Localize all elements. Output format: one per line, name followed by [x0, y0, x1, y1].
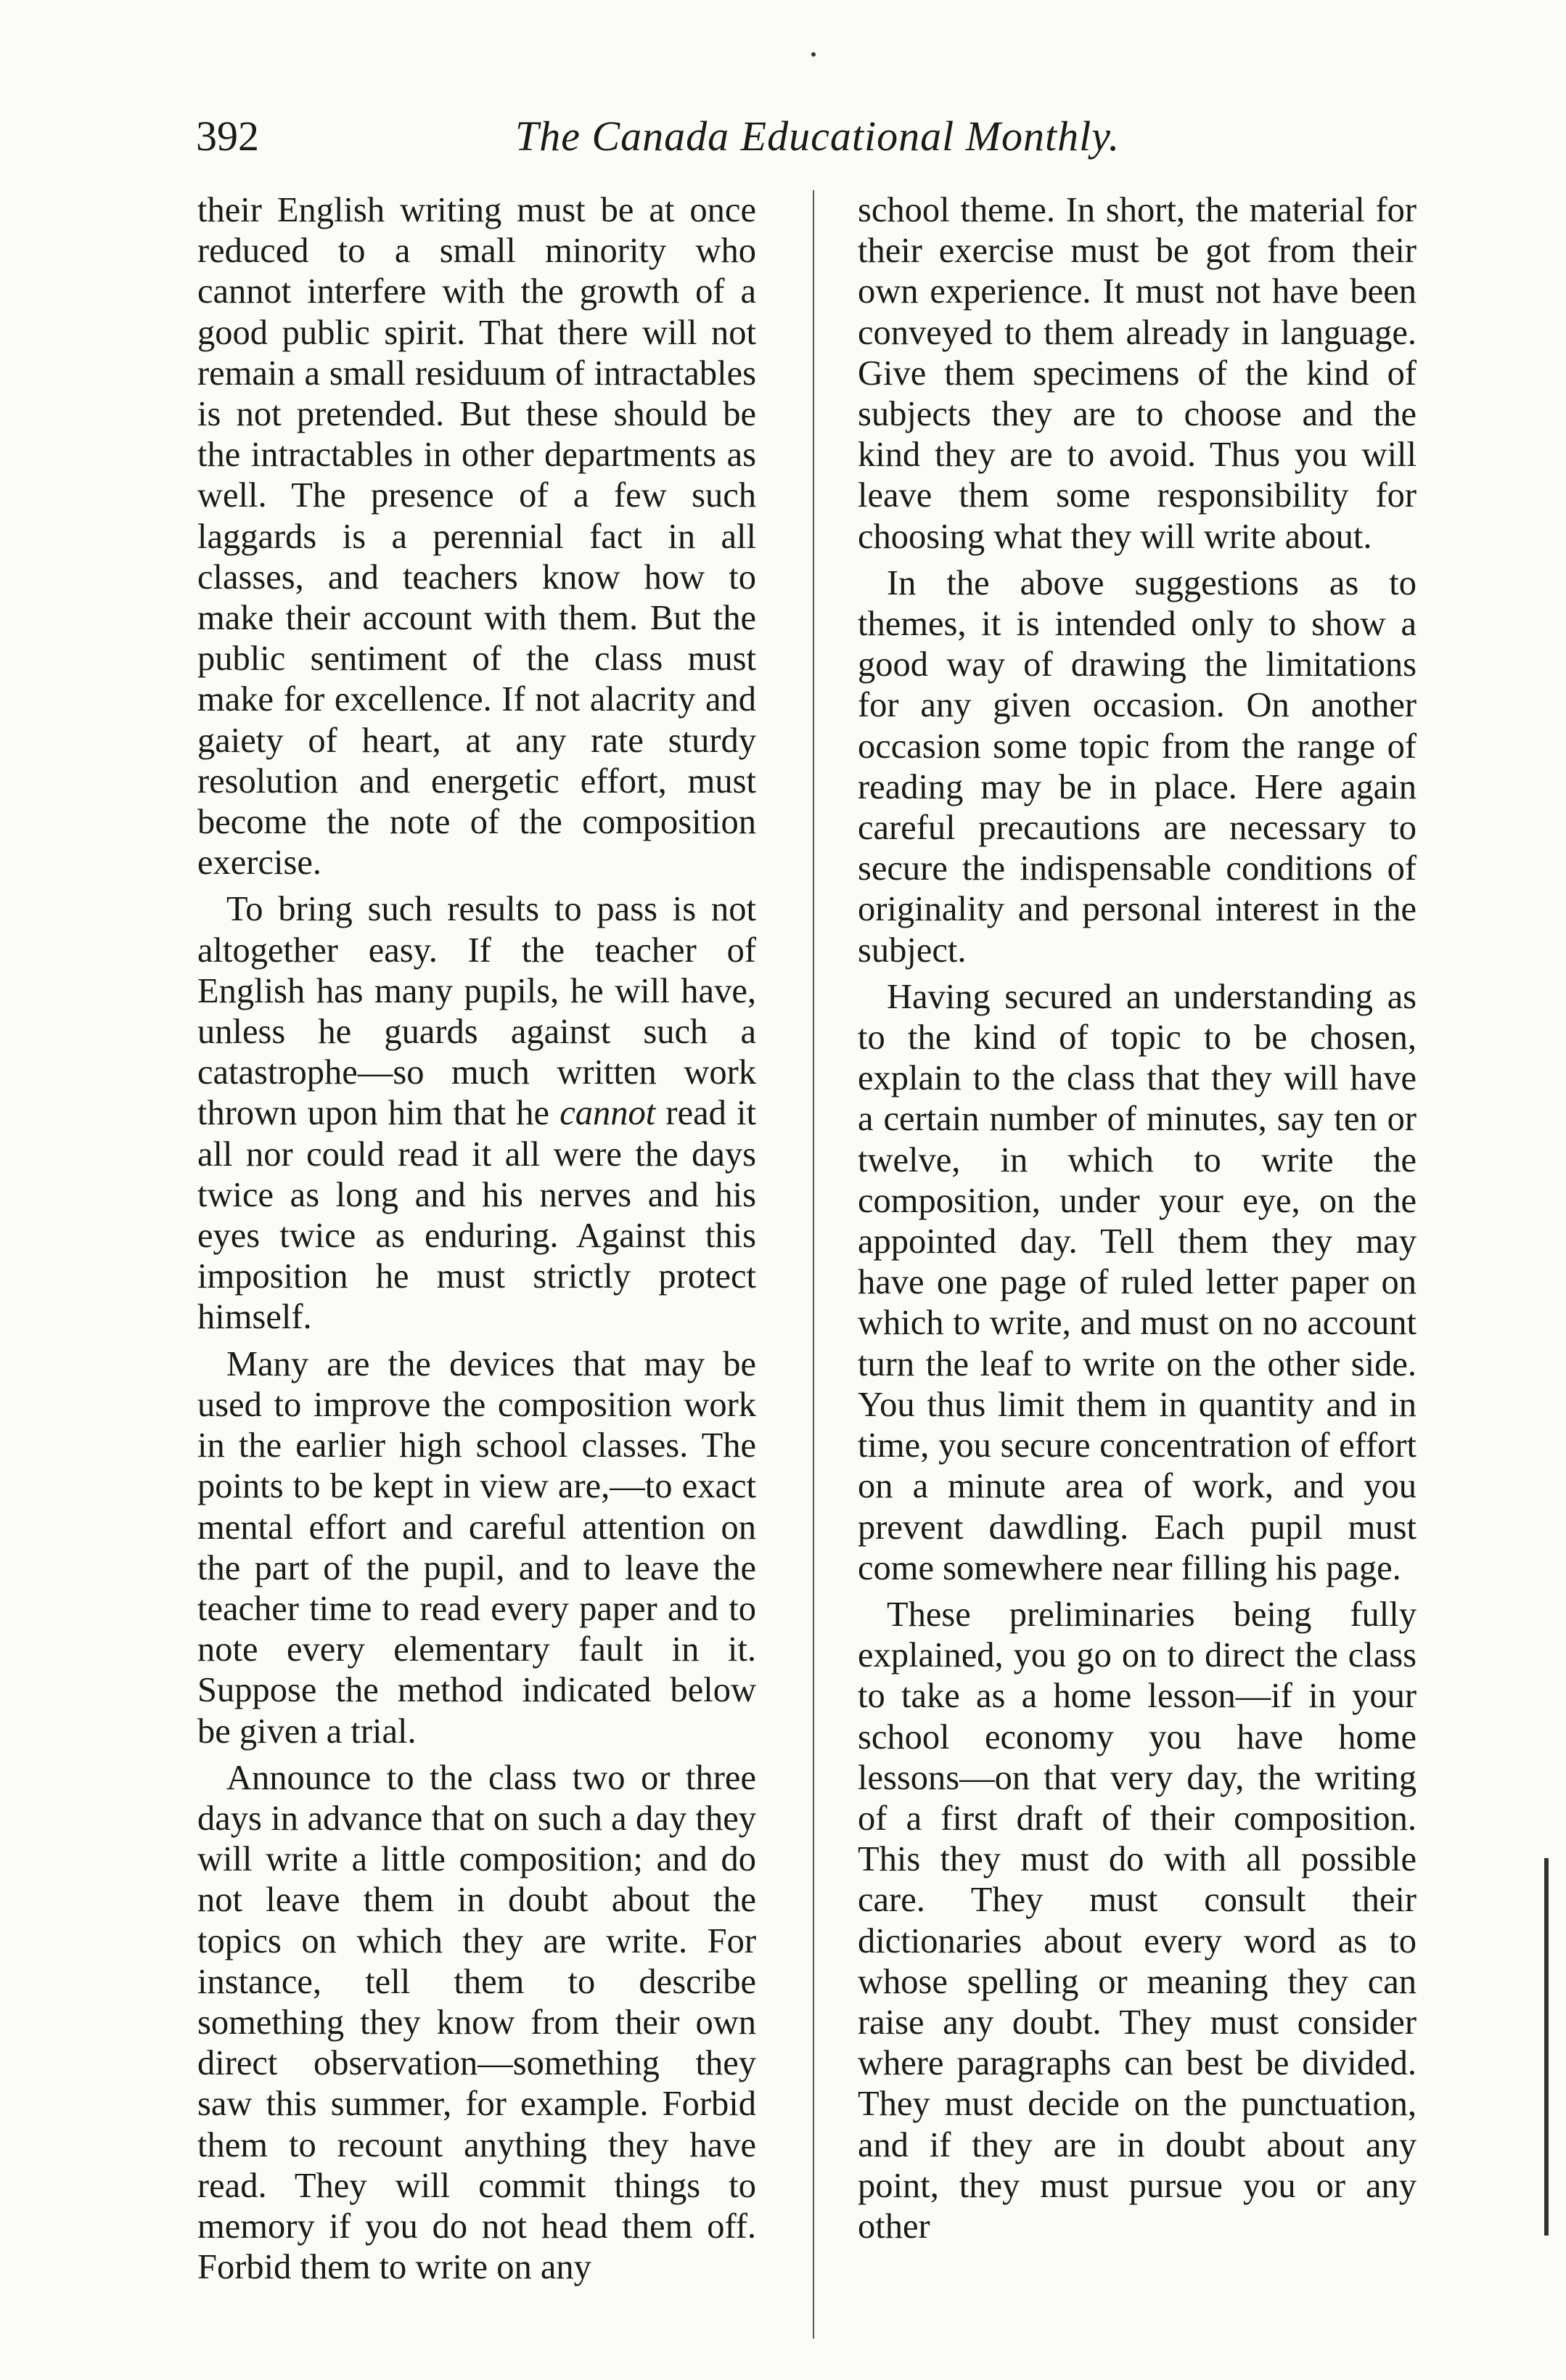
right-column — [858, 190, 1417, 2253]
emphasis-word: cannot — [559, 1094, 656, 1133]
page-speck — [811, 52, 816, 57]
paragraph: their English writing must be at once reduced to a small minority who cannot interfere with the growth of a good public spirit. That there will not remain a small residuum of intractables is not pretended. But these should be the intractables in other departments as well. The presence of a few such laggards is a perennial fact in all classes, and teachers know how to make their account with them. But the public sentiment of the class must make for excellence. If not alacrity and gaiety of heart, at any rate sturdy resolution and energetic effort, must become the note of the composition exercise. — [197, 191, 756, 883]
left-column — [197, 190, 756, 2294]
paragraph-text: read it all nor could read it all were the days twice as long and his nerves and his eyes twice as enduring. Against this imposition he must strictly protect himself. — [197, 1094, 757, 1337]
running-title: The Canada Educational Monthly. — [515, 113, 1120, 160]
column-divider — [813, 190, 814, 2339]
paragraph-text: To bring such results to pass is not altogether easy. If the teacher of English has many pupils, he will have, unless he guards against such a catastrophe—so much written work thrown upon him that he — [197, 890, 756, 1133]
page-number: 392 — [196, 113, 259, 160]
scan-edge-mark — [1544, 1858, 1549, 2236]
paragraph: Many are the devices that may be used to improve the composition work in the earlier high school classes. The points to be kept in view are,—to exact mental effort and careful attention on the part of the pupil, and to leave the teacher time to read every paper and to note every elementary fault in it. Suppose the method indicated below be given a trial. — [197, 1344, 756, 1751]
paragraph: These preliminaries being fully explained, you go on to direct the class to take as a home lesson—if in your school economy you have home lessons—on that very day, the writing of a first draft of their composition. This they must do with all possible care. They must consult their dictionaries about every word as to whose spelling or meaning they can raise any doubt. They must consider where paragraphs can best be divided. They must decide on the punctuation, and if they are in doubt about any point, they must pursue you or any other — [858, 1595, 1417, 2246]
paragraph: Announce to the class two or three days in advance that on such a day they will write a little composition; and do not leave them in doubt about the topics on which they are write. For instance, tell them to describe something they know from their own direct observation—something they saw this summer, for example. Forbid them to recount anything they have read. They will commit things to memory if you do not head them off. Forbid them to write on any — [197, 1758, 756, 2287]
paragraph — [197, 889, 756, 1338]
paragraph: Having secured an understanding as to the kind of topic to be chosen, explain to the class that they will have a certain number of minutes, say ten or twelve, in which to write the composition, under your eye, on the appointed day. Tell them they may have one page of ruled letter paper on which to write, and must on no account turn the leaf to write on the other side. You thus limit them in quantity and in time, you secure concentration of effort on a minute area of work, and you prevent dawdling. Each pupil must come somewhere near filling his page. — [858, 977, 1417, 1587]
page-header — [196, 107, 1457, 165]
paragraph: In the above suggestions as to themes, it is intended only to show a good way of drawing the limitations for any given occasion. On another occasion some topic from the range of reading may be in place. Here again careful precautions are necessary to secure the indispensable conditions of originality and personal interest in the subject. — [858, 563, 1417, 970]
paragraph: school theme. In short, the material for their exercise must be got from their own experience. It must not have been conveyed to them already in language. Give them specimens of the kind of subjects they are to choose and the kind they are to avoid. Thus you will leave them some responsibility for choosing what they will write about. — [858, 191, 1417, 556]
